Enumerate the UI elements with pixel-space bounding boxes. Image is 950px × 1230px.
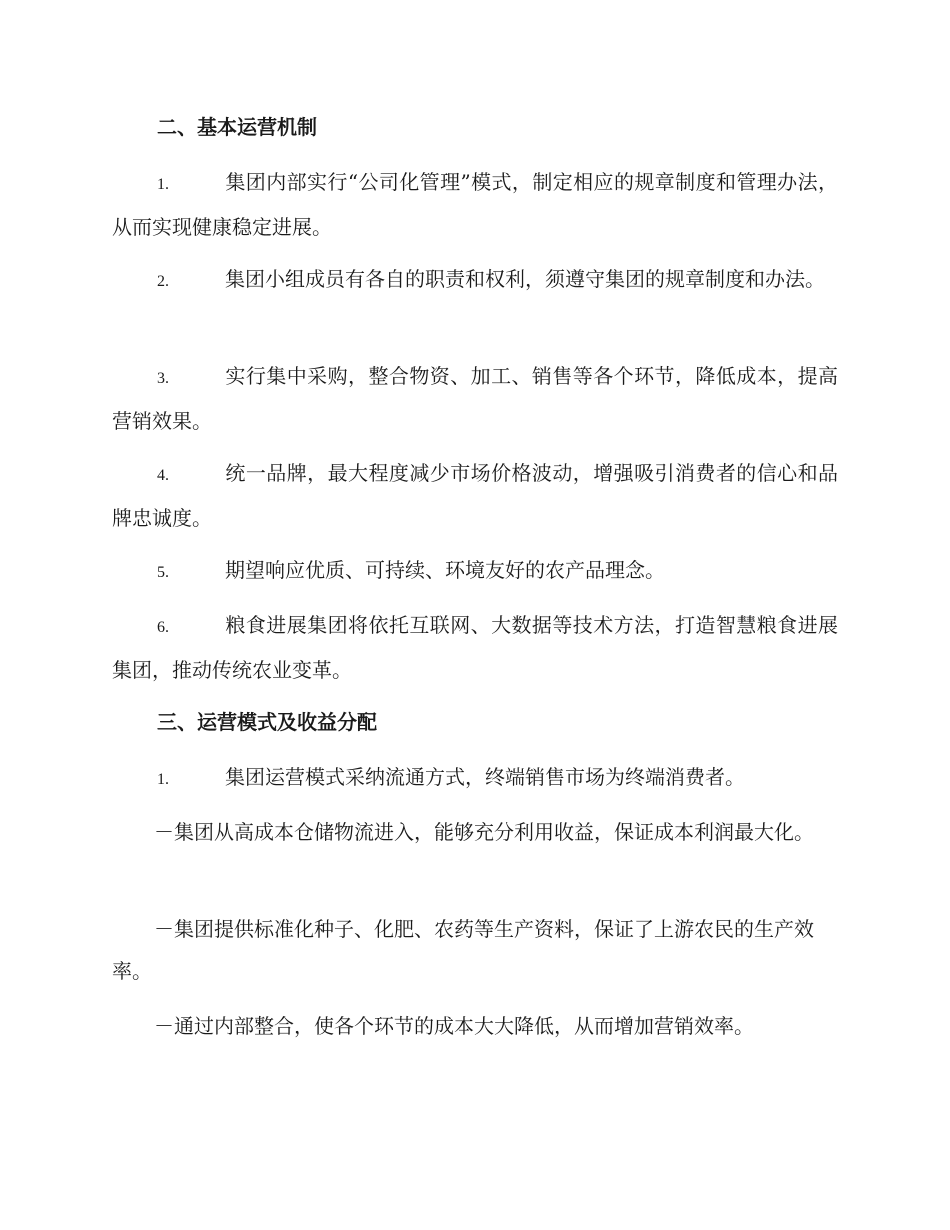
item-text: 集团小组成员有各自的职责和权利，须遵守集团的规章制度和办法。: [225, 267, 825, 291]
item-number: 1.: [157, 176, 169, 193]
item-text: 集团运营模式采纳流通方式，终端销售市场为终端消费者。: [225, 765, 745, 789]
item-text: 期望响应优质、可持续、环境友好的农产品理念。: [225, 558, 665, 582]
item-number: 5.: [157, 564, 169, 581]
list-item: [112, 161, 838, 248]
item-text: 实行集中采购，整合物资、加工、销售等各个环节，降低成本，提高营销效果。: [112, 364, 838, 433]
list-item: [112, 756, 838, 801]
list-item: [112, 355, 838, 442]
item-text: 粮食进展集团将依托互联网、大数据等技术方法，打造智慧粮食进展集团，推动传统农业变革。: [112, 613, 838, 682]
bullet-item: －集团提供标准化种子、化肥、农药等生产资料，保证了上游农民的生产效率。: [112, 917, 814, 983]
item-number: 3.: [157, 370, 169, 387]
section-heading-operating-mechanism: 二、基本运营机制: [157, 115, 317, 139]
item-number: 6.: [157, 619, 169, 636]
list-item: [112, 452, 838, 539]
list-item: [112, 258, 838, 303]
section-heading-operating-model: 三、运营模式及收益分配: [157, 710, 377, 734]
item-number: 2.: [157, 273, 169, 290]
item-number: 1.: [157, 771, 169, 788]
list-item: [112, 604, 838, 691]
item-text: 统一品牌，最大程度减少市场价格波动，增强吸引消费者的信心和品牌忠诚度。: [112, 461, 838, 530]
item-text: 集团内部实行“公司化管理”模式，制定相应的规章制度和管理办法，从而实现健康稳定进展。: [112, 170, 838, 239]
bullet-item: －集团从高成本仓储物流进入，能够充分利用收益，保证成本利润最大化。: [154, 820, 814, 844]
bullet-item: －通过内部整合，使各个环节的成本大大降低，从而增加营销效率。: [154, 1014, 754, 1038]
list-item: [112, 549, 838, 594]
item-number: 4.: [157, 467, 169, 484]
